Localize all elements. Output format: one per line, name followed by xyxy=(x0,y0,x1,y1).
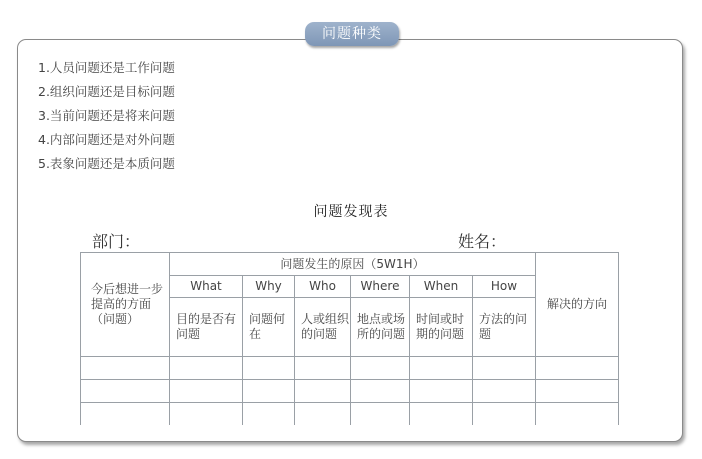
cause-header: 问题发生的原因（5W1H） xyxy=(170,253,536,276)
w-header-how: How xyxy=(473,276,536,298)
w-desc-how: 方法的问题 xyxy=(473,298,536,357)
list-item: 4.内部问题还是对外问题 xyxy=(38,132,175,147)
dept-label: 部门： xyxy=(92,232,141,251)
form-title: 问题发现表 xyxy=(313,204,389,220)
w-header-why: Why xyxy=(243,276,295,298)
row-header-cell xyxy=(81,253,170,357)
w-header-when: When xyxy=(410,276,473,298)
table-row xyxy=(81,357,619,380)
w-header-what: What xyxy=(170,276,243,298)
list-item: 1.人员问题还是工作问题 xyxy=(38,60,175,75)
section-tab: 问题种类 xyxy=(305,22,399,46)
w-desc-when: 时间或时期的问题 xyxy=(410,298,473,357)
name-label: 姓名： xyxy=(458,232,507,251)
w-desc-where: 地点或场所的问题 xyxy=(351,298,410,357)
w-header-who: Who xyxy=(295,276,351,298)
list-item: 3.当前问题还是将来问题 xyxy=(38,108,175,123)
w-desc-why: 问题何在 xyxy=(243,298,295,357)
w-desc-what: 目的是否有问题 xyxy=(170,298,243,357)
list-item: 5.表象问题还是本质问题 xyxy=(38,156,175,171)
question-type-list xyxy=(38,56,175,176)
list-item: 2.组织问题还是目标问题 xyxy=(38,84,175,99)
w-header-where: Where xyxy=(351,276,410,298)
problem-discovery-table xyxy=(80,252,619,425)
w-desc-who: 人或组织的问题 xyxy=(295,298,351,357)
row-header-text: 今后想进一步提高的方面（问题） xyxy=(91,282,164,326)
direction-header: 解决的方向 xyxy=(536,253,619,357)
table-row xyxy=(81,380,619,403)
table-row xyxy=(81,403,619,426)
